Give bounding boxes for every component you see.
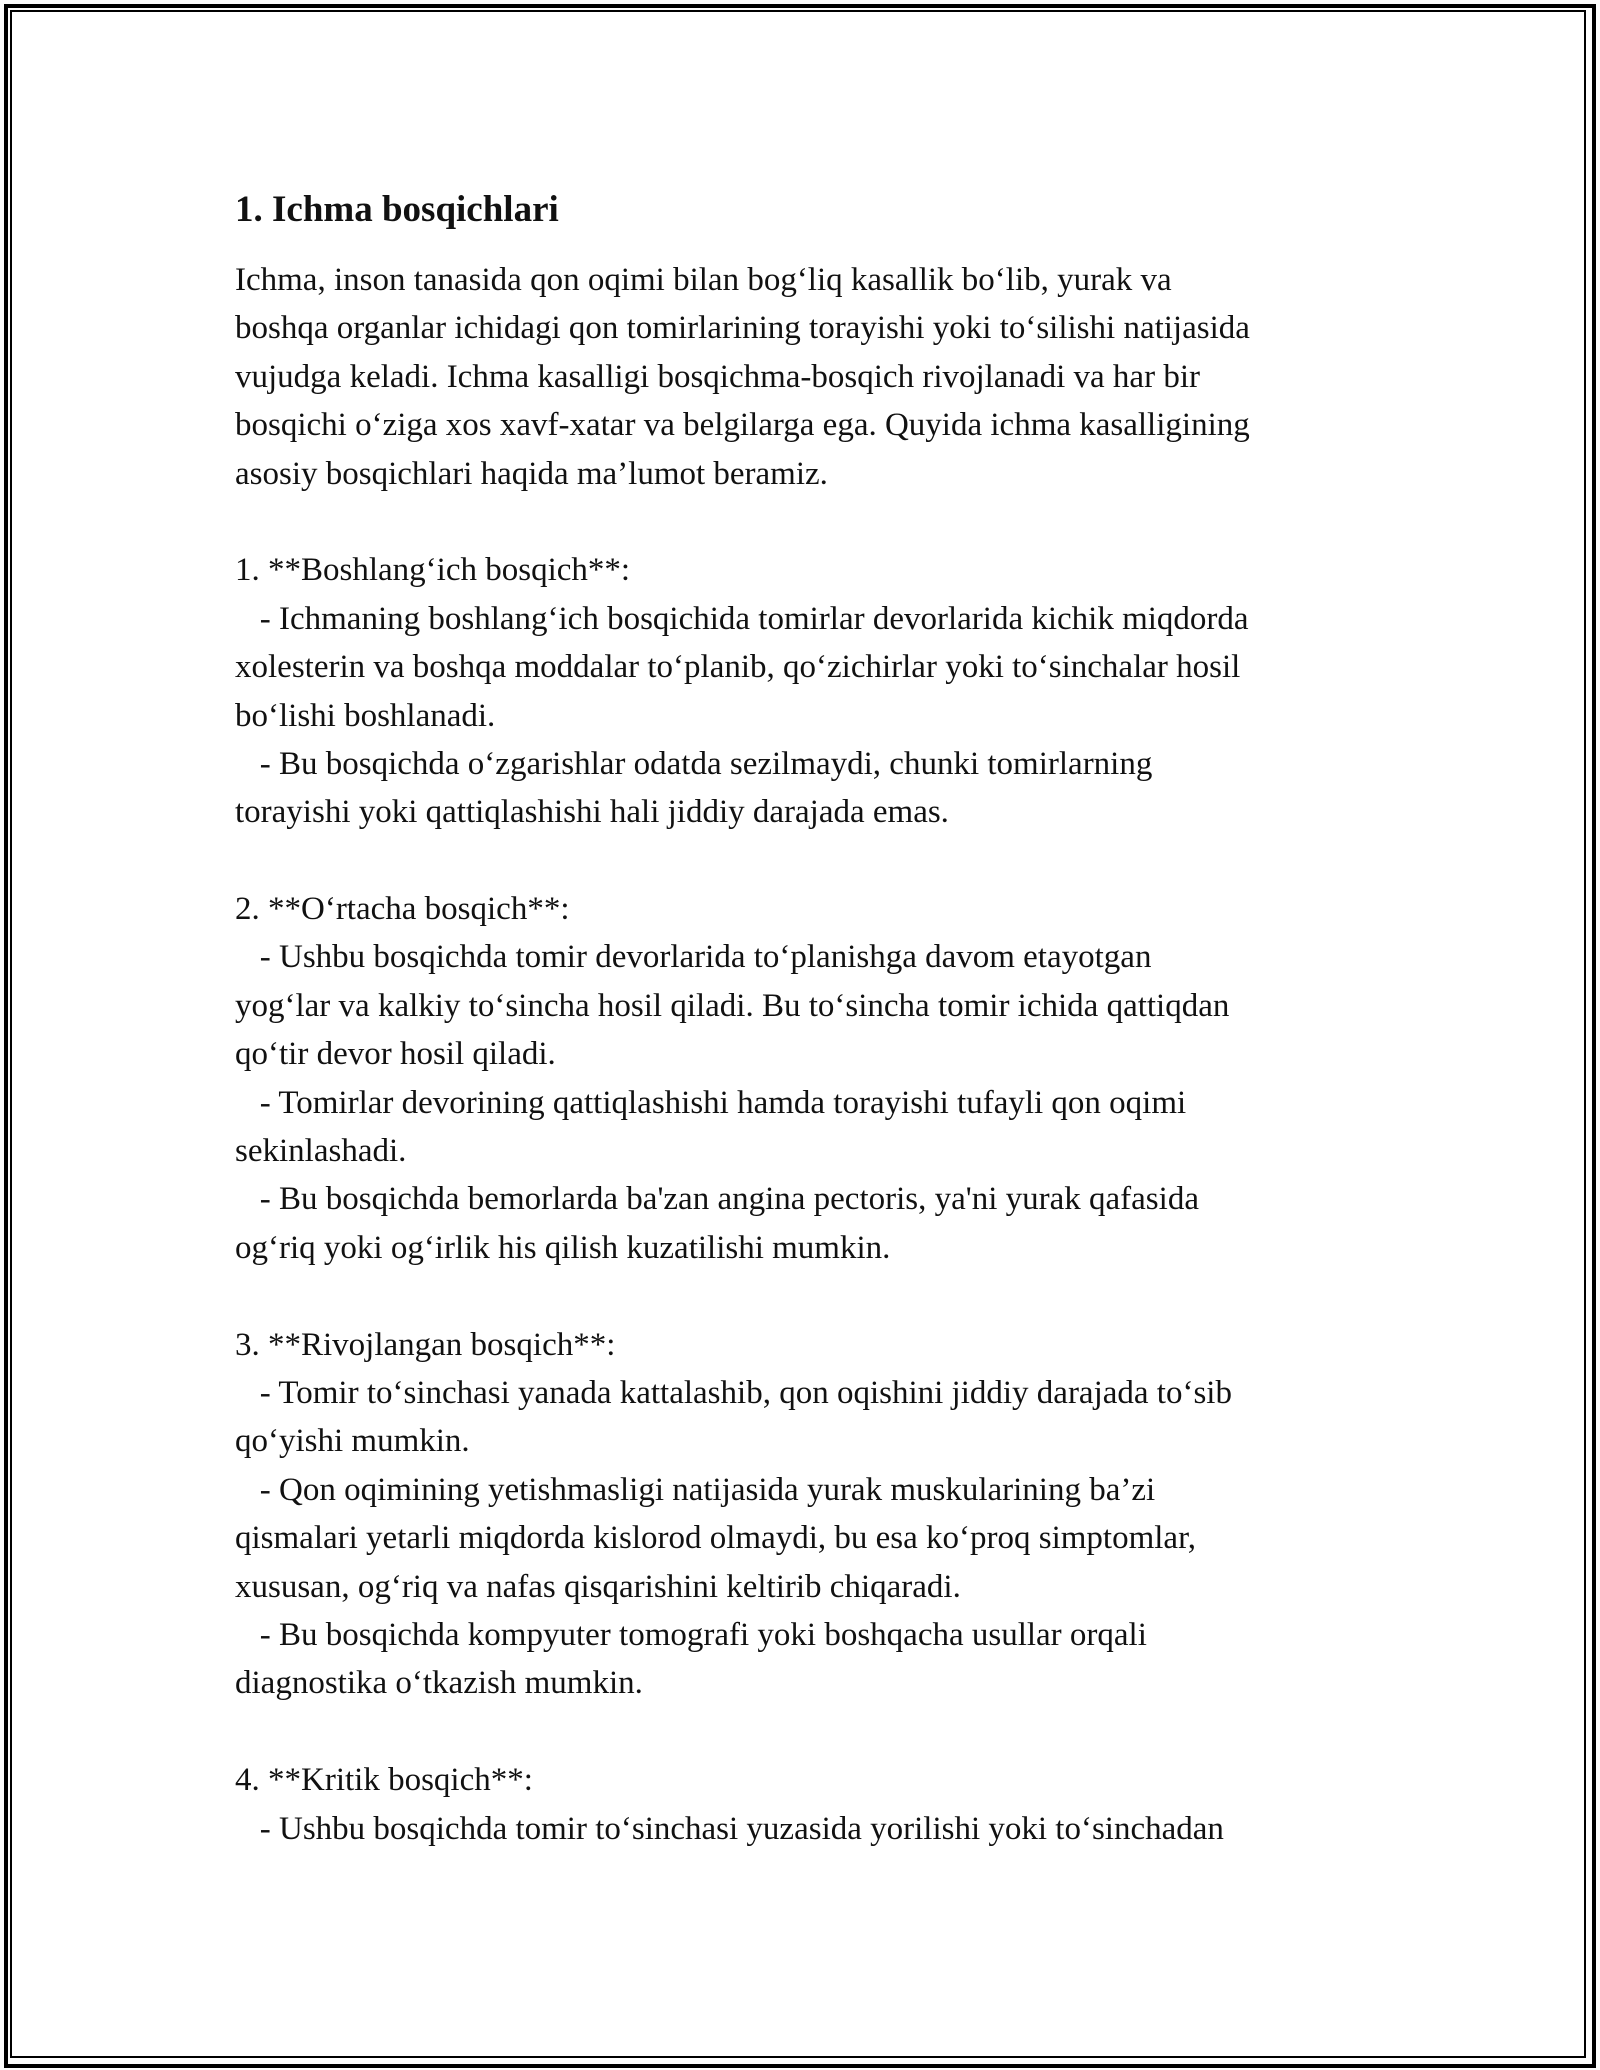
text-line: torayishi yoki qattiqlashishi hali jiddiy darajada emas. — [235, 794, 949, 831]
text-line: diagnostika o‘tkazish mumkin. — [235, 1665, 643, 1702]
text-line: 2. **O‘rtacha bosqich**: — [235, 891, 570, 928]
text-line: 4. **Kritik bosqich**: — [235, 1762, 533, 1799]
blank-line — [235, 1708, 1385, 1756]
text-line: bo‘lishi boshlanadi. — [235, 697, 496, 734]
text-line: - Ushbu bosqichda tomir devorlarida to‘planishga davom etayotgan — [235, 939, 1152, 976]
text-line: og‘riq yoki og‘irlik his qilish kuzatilishi mumkin. — [235, 1229, 891, 1266]
document-body — [235, 256, 1385, 1853]
text-line: sekinlashadi. — [235, 1133, 407, 1170]
text-line: - Bu bosqichda bemorlarda ba'zan angina pectoris, ya'ni yurak qafasida — [235, 1181, 1199, 1218]
text-line: Ichma, inson tanasida qon oqimi bilan bog‘liq kasallik bo‘lib, yurak va — [235, 262, 1172, 298]
text-line: boshqa organlar ichidagi qon tomirlarining torayishi yoki to‘silishi natijasida — [235, 310, 1250, 347]
text-line: yog‘lar va kalkiy to‘sincha hosil qiladi. Bu to‘sincha tomir ichida qattiqdan — [235, 987, 1230, 1024]
blank-line — [235, 1272, 1385, 1320]
text-line: 3. **Rivojlangan bosqich**: — [235, 1326, 616, 1363]
section-heading: 1. Ichma bosqichlari — [235, 189, 559, 230]
text-line: bosqichi o‘ziga xos xavf-xatar va belgilarga ega. Quyida ichma kasalligining — [235, 407, 1250, 444]
text-line: - Ushbu bosqichda tomir to‘sinchasi yuzasida yorilishi yoki to‘sinchadan — [235, 1810, 1224, 1847]
text-line: - Bu bosqichda kompyuter tomografi yoki boshqacha usullar orqali — [235, 1616, 1147, 1653]
text-line: vujudga keladi. Ichma kasalligi bosqichma-bosqich rivojlanadi va har bir — [235, 358, 1200, 395]
text-line: 1. **Boshlang‘ich bosqich**: — [235, 552, 631, 589]
text-line: xususan, og‘riq va nafas qisqarishini keltirib chiqaradi. — [235, 1568, 961, 1605]
text-line: qo‘tir devor hosil qiladi. — [235, 1036, 556, 1073]
text-line: - Qon oqimining yetishmasligi natijasida yurak muskularining ba’zi — [235, 1471, 1156, 1508]
text-line: xolesterin va boshqa moddalar to‘planib, qo‘zichirlar yoki to‘sinchalar hosil — [235, 649, 1241, 686]
text-line: asosiy bosqichlari haqida ma’lumot beramiz. — [235, 455, 828, 492]
text-line: qo‘yishi mumkin. — [235, 1423, 470, 1460]
text-line: - Bu bosqichda o‘zgarishlar odatda sezilmaydi, chunki tomirlarning — [235, 745, 1153, 782]
document-page — [235, 186, 1385, 1853]
text-line: - Ichmaning boshlang‘ich bosqichida tomirlar devorlarida kichik miqdorda — [235, 600, 1249, 637]
text-line: - Tomirlar devorining qattiqlashishi hamda torayishi tufayli qon oqimi — [235, 1084, 1187, 1121]
text-line: - Tomir to‘sinchasi yanada kattalashib, qon oqishini jiddiy darajada to‘sib — [235, 1374, 1232, 1411]
blank-line — [235, 837, 1385, 885]
blank-line — [235, 498, 1385, 546]
text-line: qismalari yetarli miqdorda kislorod olmaydi, bu esa ko‘proq simptomlar, — [235, 1520, 1196, 1557]
